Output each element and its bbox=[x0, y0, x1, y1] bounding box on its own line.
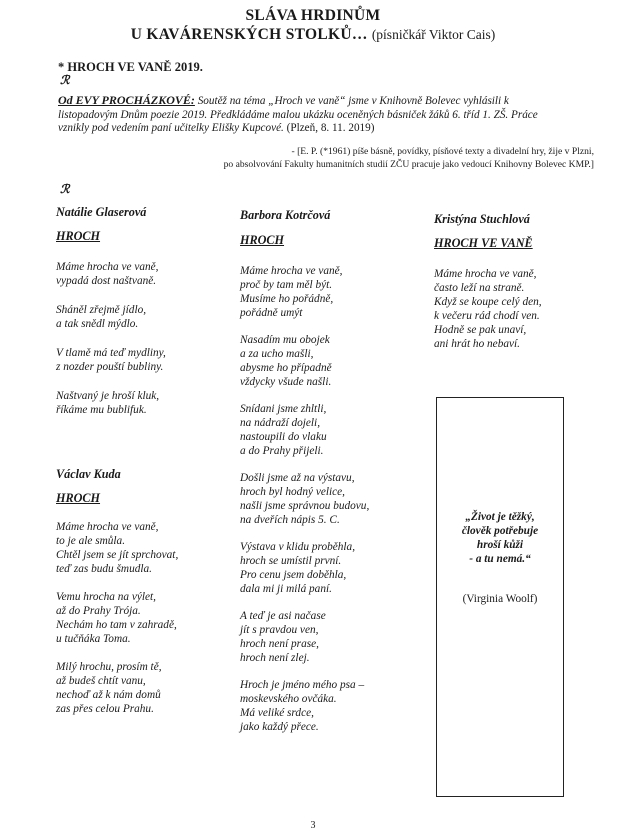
poem-line: a do Prahy přijeli. bbox=[240, 445, 324, 457]
poem-line: Máme hrocha ve vaně, bbox=[434, 268, 537, 280]
poem-stanza bbox=[56, 260, 226, 288]
author-note bbox=[74, 146, 594, 171]
poem-line: Výstava v klidu proběhla, bbox=[240, 541, 356, 553]
poem-stanza bbox=[240, 609, 430, 665]
poem-stanza bbox=[434, 267, 604, 351]
poem-line: V tlamě má teď mydliny, bbox=[56, 347, 166, 359]
poem-line: to je ale smůla. bbox=[56, 535, 126, 547]
poem-line: našli jsme správnou budovu, bbox=[240, 500, 370, 512]
poem-line: Musíme ho pořádně, bbox=[240, 293, 334, 305]
poem-stanza bbox=[56, 520, 226, 576]
poem-line: u tučňáka Toma. bbox=[56, 633, 131, 645]
poem-line: jít s pravdou ven, bbox=[240, 624, 319, 636]
handwritten-mark: ℛ bbox=[60, 73, 70, 87]
poem-line: hroch byl hodný velice, bbox=[240, 486, 345, 498]
poem-line: a za ucho mašli, bbox=[240, 348, 314, 360]
poem-line: z nozder pouští bubliny. bbox=[56, 361, 164, 373]
poem-stanza bbox=[240, 678, 430, 734]
poem-stanza bbox=[56, 660, 226, 716]
quote-line: „Život je těžký, bbox=[465, 511, 535, 523]
poem-glaserova bbox=[56, 205, 226, 417]
poem-stanza bbox=[240, 402, 430, 458]
poem-line: k večeru rád chodí ven. bbox=[434, 310, 540, 322]
poem-line: Došli jsme až na výstavu, bbox=[240, 472, 355, 484]
poem-stanza bbox=[56, 303, 226, 331]
quote-line: člověk potřebuje bbox=[461, 525, 539, 537]
poem-line: vypadá dost naštvaně. bbox=[56, 275, 157, 287]
poem-title: HROCH bbox=[56, 491, 101, 505]
poem-line: často leží na straně. bbox=[434, 282, 525, 294]
poem-line: Hroch je jméno mého psa – bbox=[240, 679, 365, 691]
poem-line: na nádraží dojeli, bbox=[240, 417, 321, 429]
poem-line: až budeš chtít vanu, bbox=[56, 675, 146, 687]
page-number: 3 bbox=[310, 820, 316, 831]
poem-stanza bbox=[240, 333, 430, 389]
poem-line: nechoď až k nám domů bbox=[56, 689, 161, 701]
poem-line: Snídani jsme zhltli, bbox=[240, 403, 327, 415]
poem-stanza bbox=[240, 264, 430, 320]
poem-line: a tak snědl mýdlo. bbox=[56, 318, 139, 330]
title-line-2 bbox=[0, 25, 626, 44]
poem-line: až do Prahy Trója. bbox=[56, 605, 141, 617]
poem-line: Máme hrocha ve vaně, bbox=[240, 265, 343, 277]
poem-line: Chtěl jsem se jít sprchovat, bbox=[56, 549, 179, 561]
title-line-1: SLÁVA HRDINŮM bbox=[245, 7, 381, 24]
poem-line: vždycky všude našli. bbox=[240, 376, 332, 388]
poem-stanza bbox=[240, 540, 430, 596]
poem-kotrcova bbox=[240, 208, 430, 734]
poem-line: Vemu hrocha na výlet, bbox=[56, 591, 156, 603]
poem-line: abysme ho případně bbox=[240, 362, 332, 374]
poem-line: Naštvaný je hroší kluk, bbox=[56, 390, 160, 402]
poem-line: jako každý přece. bbox=[240, 721, 319, 733]
poem-line: zas přes celou Prahu. bbox=[56, 703, 154, 715]
poem-kuda bbox=[56, 467, 226, 716]
poem-stanza bbox=[240, 471, 430, 527]
poem-line: Sháněl zřejmě jídlo, bbox=[56, 304, 147, 316]
poem-title: HROCH bbox=[240, 233, 285, 247]
poem-author: Kristýna Stuchlová bbox=[434, 212, 530, 226]
poem-line: Má veliké srdce, bbox=[240, 707, 314, 719]
poem-line: hroch není prase, bbox=[240, 638, 319, 650]
section-heading: * HROCH VE VANĚ 2019. bbox=[58, 60, 203, 74]
poem-title: HROCH VE VANĚ bbox=[434, 236, 533, 250]
poem-title: HROCH bbox=[56, 229, 101, 243]
intro-lead: Od EVY PROCHÁZKOVÉ: bbox=[58, 93, 195, 107]
poem-author: Barbora Kotrčová bbox=[240, 208, 331, 222]
poem-line: teď zas budu šmudla. bbox=[56, 563, 152, 575]
author-note-line: po absolvování Fakulty humanitních studií ZČU pracuje jako vedoucí Knihovny Bolevec KMP.] bbox=[223, 158, 594, 170]
poem-line: Když se koupe celý den, bbox=[434, 296, 542, 308]
intro-place-date: (Plzeň, 8. 11. 2019) bbox=[286, 122, 375, 134]
poem-line: Pro cenu jsem doběhla, bbox=[240, 569, 347, 581]
poem-line: Máme hrocha ve vaně, bbox=[56, 521, 159, 533]
poem-line: Nechám ho tam v zahradě, bbox=[56, 619, 177, 631]
poem-line: Nasadím mu obojek bbox=[240, 334, 330, 346]
poem-line: Máme hrocha ve vaně, bbox=[56, 261, 159, 273]
intro-paragraph bbox=[58, 94, 558, 136]
poem-line: dala mi ji milá paní. bbox=[240, 583, 332, 595]
poem-stanza bbox=[56, 346, 226, 374]
quote-text bbox=[444, 510, 556, 566]
poem-line: proč by tam měl být. bbox=[240, 279, 333, 291]
poem-author: Natálie Glaserová bbox=[56, 205, 147, 219]
title-subtitle: (písničkář Viktor Cais) bbox=[371, 27, 496, 42]
poem-line: ani hrát ho nebaví. bbox=[434, 338, 520, 350]
poem-line: hroch není zlej. bbox=[240, 652, 310, 664]
author-note-line: - [E. P. (*1961) píše básně, povídky, písňové texty a divadelní hry, žije v Plzni, bbox=[291, 146, 594, 157]
poem-line: Milý hrochu, prosím tě, bbox=[56, 661, 162, 673]
poem-line: říkáme mu bublifuk. bbox=[56, 404, 147, 416]
poem-line: nastoupili do vlaku bbox=[240, 431, 327, 443]
poem-stanza bbox=[56, 389, 226, 417]
quote-author: (Virginia Woolf) bbox=[462, 593, 538, 605]
poem-line: hroch se umístil první. bbox=[240, 555, 342, 567]
intro-text: Soutěž na téma „Hroch ve vaně“ jsme v Knihovně Bolevec vyhlásili k listopadovým Dnům poezie 2019. Předkládáme malou ukázku oceněných básniček žáků 6. tříd 1. ZŠ. Práce vznikly pod vedením paní učitelky Elišky Kupcové. bbox=[58, 95, 538, 134]
quote-line: - a tu nemá.“ bbox=[469, 553, 531, 565]
title-main: U KAVÁRENSKÝCH STOLKŮ… bbox=[130, 26, 368, 43]
quote-line: hroší kůži bbox=[476, 539, 524, 551]
poem-line: na dveřích nápis 5. C. bbox=[240, 514, 340, 526]
poem-author: Václav Kuda bbox=[56, 467, 121, 481]
poem-line: pořádně umýt bbox=[240, 307, 303, 319]
poem-stanza bbox=[56, 590, 226, 646]
poem-line: Hodně se pak unaví, bbox=[434, 324, 527, 336]
poem-stuchlova bbox=[434, 212, 604, 351]
poem-line: A teď je asi načase bbox=[240, 610, 326, 622]
poem-line: moskevského ovčáka. bbox=[240, 693, 337, 705]
handwritten-mark: ℛ bbox=[60, 182, 70, 196]
